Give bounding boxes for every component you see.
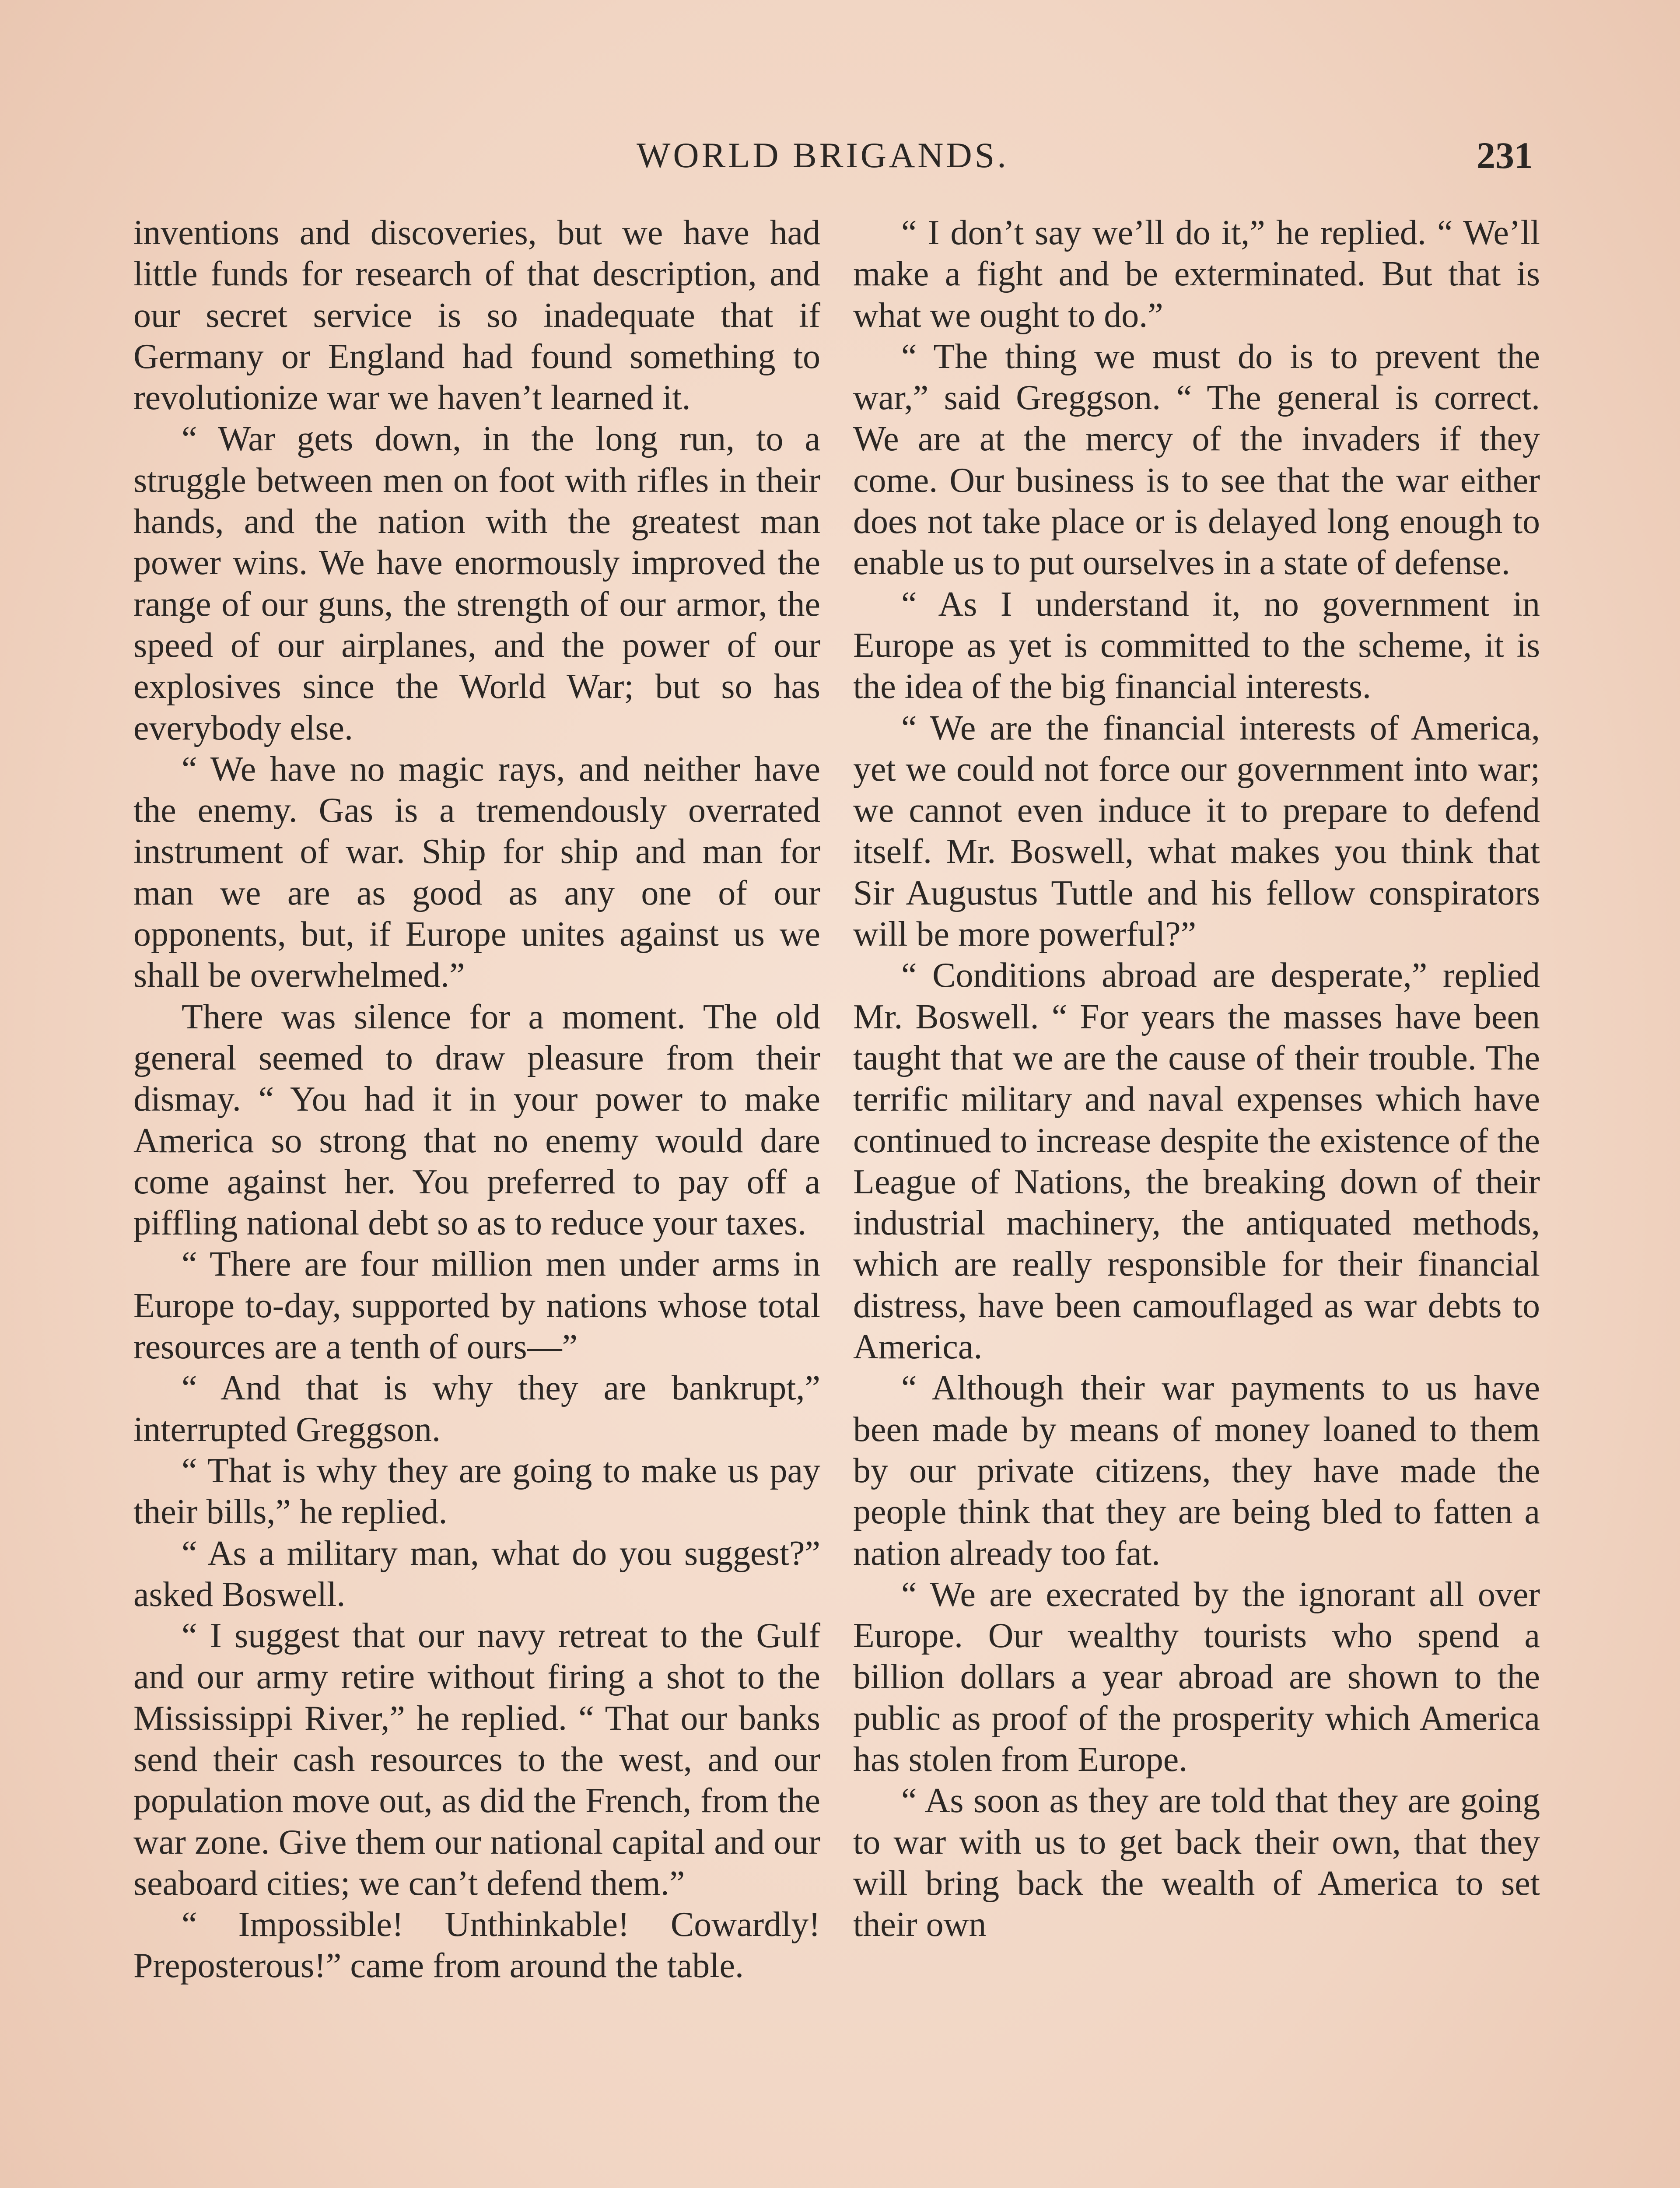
paragraph: “ As soon as they are told that they are going to war with us to get back their own, that they will bring back the wealth of America to set their own [853, 1781, 1540, 1944]
page-number: 231 [1477, 134, 1533, 176]
paragraph: “ We are the financial interests of America, yet we could not force our government into war; we cannot even induce it to prepare to defend itself. Mr. Boswell, what makes you think that Sir Augustus Tuttle and his fellow conspirators will be more powerful?” [853, 708, 1540, 954]
paragraph: “ The thing we must do is to prevent the war,” said Greggson. “ The general is correct. We are at the mercy of the invaders if they come. Our business is to see that the war either does not take place or is delayed long enough to enable us to put ourselves in a state of defense. [853, 337, 1540, 582]
left-column [133, 212, 820, 1987]
paragraph: “ I don’t say we’ll do it,” he replied. “ We’ll make a fight and be exterminated. But that is what we ought to do.” [853, 214, 1540, 335]
paragraph: “ There are four million men under arms in Europe to-day, supported by nations whose total resources are a tenth of ours—” [133, 1245, 820, 1367]
paragraph: “ Impossible! Unthinkable! Cowardly! Preposterous!” came from around the table. [133, 1905, 820, 1985]
paragraph: inventions and discoveries, but we have had little funds for research of that description, and our secret service is so inadequate that if Germany or England had found something to revolutionize war we haven’t learned it. [133, 214, 820, 417]
right-column [853, 212, 1540, 1945]
running-head [0, 131, 1680, 179]
paragraph: There was silence for a moment. The old general seemed to draw pleasure from their dismay. “ You had it in your power to make America so strong that no enemy would dare come against her. You preferred to pay off a piffling national debt so as to reduce your taxes. [133, 997, 820, 1243]
paragraph: “ As a military man, what do you suggest?” asked Boswell. [133, 1534, 820, 1614]
paragraph: “ As I understand it, no government in Europe as yet is committed to the scheme, it is the idea of the big financial interests. [853, 585, 1540, 706]
paragraph: “ Conditions abroad are desperate,” replied Mr. Boswell. “ For years the masses have been taught that we are the cause of their trouble. The terrific military and naval expenses which have continued to increase despite the existence of the League of Nations, the breaking down of their industrial machinery, the antiquated methods, which are really responsible for their financial distress, have been camouflaged as war debts to America. [853, 956, 1540, 1367]
paragraph: “ I suggest that our navy retreat to the Gulf and our army retire without firing a shot to the Mississippi River,” he replied. “ That our banks send their cash resources to the west, and our population move out, as did the French, from the war zone. Give them our national capital and our seaboard cities; we can’t defend them.” [133, 1616, 820, 1903]
paragraph: “ We have no magic rays, and neither have the enemy. Gas is a tremendously overrated instrument of war. Ship for ship and man for man we are as good as any one of our opponents, but, if Europe unites against us we shall be overwhelmed.” [133, 750, 820, 995]
running-title: WORLD BRIGANDS. [637, 135, 1009, 175]
paragraph: “ That is why they are going to make us pay their bills,” he replied. [133, 1451, 820, 1532]
paragraph: “ War gets down, in the long run, to a struggle between men on foot with rifles in their hands, and the nation with the greatest man power wins. We have enormously improved the range of our guns, the strength of our armor, the speed of our airplanes, and the power of our explosives since the World War; but so has everybody else. [133, 420, 820, 747]
paragraph: “ And that is why they are bankrupt,” interrupted Greggson. [133, 1369, 820, 1449]
paragraph: “ Although their war payments to us have been made by means of money loaned to them by our private citizens, they have made the people think that they are being bled to fatten a nation already too fat. [853, 1369, 1540, 1573]
paragraph: “ We are execrated by the ignorant all over Europe. Our wealthy tourists who spend a billion dollars a year abroad are shown to the public as proof of the prosperity which America has stolen from Europe. [853, 1575, 1540, 1779]
